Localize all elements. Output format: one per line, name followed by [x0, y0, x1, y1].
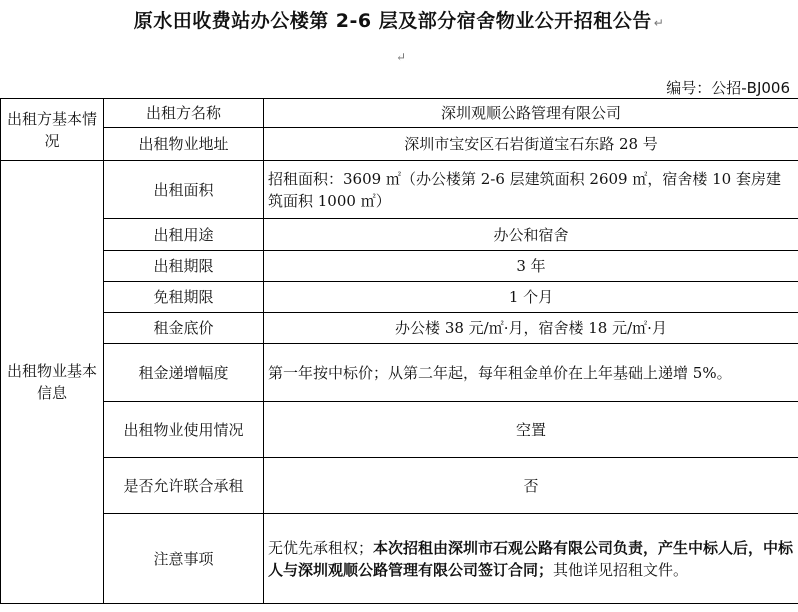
- page-title: 原水田收费站办公楼第 2-6 层及部分宿舍物业公开招租公告 ↵: [133, 10, 665, 32]
- table-row: [1, 282, 798, 313]
- table-row: [1, 251, 798, 282]
- table-row: [1, 344, 798, 402]
- section-label-lessor: 出租方基本情况: [1, 99, 104, 161]
- paragraph-mark-icon: ↵: [653, 16, 665, 30]
- field-value: 否: [264, 458, 798, 514]
- note-text: 其他详见招租文件。: [553, 560, 689, 579]
- field-label: 注意事项: [104, 514, 264, 604]
- field-label: 出租用途: [104, 219, 264, 251]
- field-label: 出租面积: [104, 161, 264, 219]
- field-value: 深圳市宝安区石岩街道宝石东路 28 号: [264, 128, 798, 161]
- section-label-property: 出租物业基本信息: [1, 161, 104, 604]
- table-row: [1, 458, 798, 514]
- table-row: [1, 402, 798, 458]
- field-label: 出租物业使用情况: [104, 402, 264, 458]
- table-row: [1, 219, 798, 251]
- field-label: 租金递增幅度: [104, 344, 264, 402]
- field-label: 租金底价: [104, 313, 264, 344]
- field-value: 办公楼 38 元/㎡·月，宿舍楼 18 元/㎡·月: [264, 313, 798, 344]
- field-value-notes: [264, 514, 798, 604]
- field-value: 1 个月: [264, 282, 798, 313]
- table-row: [1, 514, 798, 604]
- table-row: [1, 313, 798, 344]
- field-value: 3 年: [264, 251, 798, 282]
- table-row: [1, 128, 798, 161]
- field-value: 深圳观顺公路管理有限公司: [264, 99, 798, 128]
- field-label: 是否允许联合承租: [104, 458, 264, 514]
- field-label: 免租期限: [104, 282, 264, 313]
- note-text-emphasis: 本次招租由深圳市石观公路有限公司负责，产生中标人后，中标人与深圳观顺公路管理有限公司签订合同；: [268, 538, 794, 579]
- table-row: [1, 161, 798, 219]
- field-value: 空置: [264, 402, 798, 458]
- paragraph-mark-icon: ↵: [396, 50, 407, 64]
- table-row: [1, 99, 798, 128]
- field-value: 第一年按中标价；从第二年起，每年租金单价在上年基础上递增 5%。: [264, 344, 798, 402]
- field-label: 出租方名称: [104, 99, 264, 128]
- field-value: 招租面积：3609 ㎡（办公楼第 2-6 层建筑面积 2609 ㎡，宿舍楼 10 套房建筑面积 1000 ㎡）: [264, 161, 798, 219]
- field-label: 出租物业地址: [104, 128, 264, 161]
- notice-table: [0, 98, 798, 604]
- field-label: 出租期限: [104, 251, 264, 282]
- field-value: 办公和宿舍: [264, 219, 798, 251]
- note-text: 无优先承租权；: [268, 538, 374, 557]
- document-number: 编号：公招-BJ006: [666, 79, 790, 97]
